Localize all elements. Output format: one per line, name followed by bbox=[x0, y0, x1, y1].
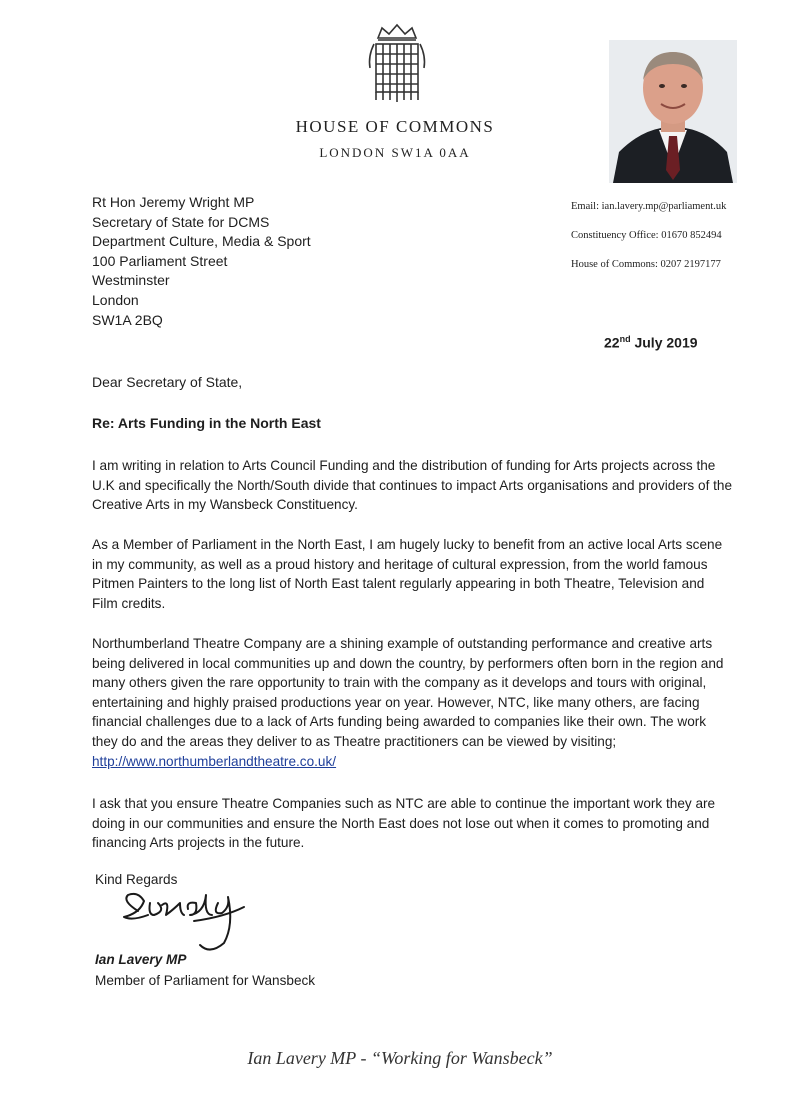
date-month-year: July 2019 bbox=[630, 334, 698, 351]
house-name: HOUSE OF COMMONS bbox=[295, 117, 495, 136]
recipient-line: 100 Parliament Street bbox=[92, 252, 228, 269]
subject-line: Re: Arts Funding in the North East bbox=[92, 415, 321, 431]
mp-portrait-photo bbox=[609, 40, 737, 183]
theatre-website-link[interactable]: http://www.northumberlandtheatre.co.uk/ bbox=[92, 753, 337, 769]
contact-house-of-commons: House of Commons: 0207 2197177 bbox=[571, 259, 721, 270]
body-paragraph-4: I ask that you ensure Theatre Companies such as NTC are able to continue the important work they are doing in our communities and ensure the North East does not lose out when it comes to promoting and financing Arts projects in the future. bbox=[92, 796, 716, 851]
contact-constituency-office: Constituency Office: 01670 852494 bbox=[571, 230, 722, 241]
signer-title: Member of Parliament for Wansbeck bbox=[95, 973, 316, 988]
recipient-line: Secretary of State for DCMS bbox=[92, 213, 270, 230]
body-paragraph-2: As a Member of Parliament in the North East, I am hugely lucky to benefit from an active local Arts scene in my community, as well as a proud history and heritage of cultural expression, from the world famous Pitmen Painters to the long list of North East talent regularly appearing in both Theatre, Television and Film credits. bbox=[92, 537, 723, 611]
closing: Kind Regards bbox=[95, 872, 178, 887]
house-address: LONDON SW1A 0AA bbox=[319, 145, 471, 160]
recipient-line: SW1A 2BQ bbox=[92, 311, 163, 328]
recipient-line: London bbox=[92, 291, 139, 308]
recipient-line: Westminster bbox=[92, 272, 170, 289]
footer-slogan: Ian Lavery MP - “Working for Wansbeck” bbox=[247, 1048, 553, 1068]
body-paragraph-1: I am writing in relation to Arts Council Funding and the distribution of funding for Arts projects across the U.K and specifically the North/South divide that continues to impact Arts organisations and providers of the Creative Arts in my Wansbeck Constituency. bbox=[92, 458, 733, 513]
contact-details bbox=[571, 201, 786, 288]
portcullis-crest-icon bbox=[364, 22, 430, 114]
recipient-line: Rt Hon Jeremy Wright MP bbox=[92, 194, 255, 210]
signer-name: Ian Lavery MP bbox=[95, 952, 187, 967]
salutation: Dear Secretary of State, bbox=[92, 374, 243, 390]
date-day: 22 bbox=[604, 334, 620, 351]
date-suffix: nd bbox=[619, 334, 631, 344]
letter-date bbox=[604, 334, 698, 351]
recipient-address bbox=[92, 193, 311, 330]
handwritten-signature bbox=[114, 885, 264, 957]
recipient-line: Department Culture, Media & Sport bbox=[92, 233, 311, 250]
paragraph-3-text: Northumberland Theatre Company are a shining example of outstanding performance and creative arts being delivered in local communities up and down the country, by performers often born in the region and many others given the rare opportunity to train with the company as it develops and tours with original, entertaining and highly praised productions year on year. However, NTC, like many others, are facing financial challenges due to a lack of Arts funding being awarded to companies like their own. The work they do and the areas they deliver to as Theatre practitioners can be viewed by visiting; bbox=[92, 636, 724, 749]
body-paragraph-3 bbox=[92, 634, 732, 771]
contact-email: Email: ian.lavery.mp@parliament.uk bbox=[571, 201, 727, 212]
